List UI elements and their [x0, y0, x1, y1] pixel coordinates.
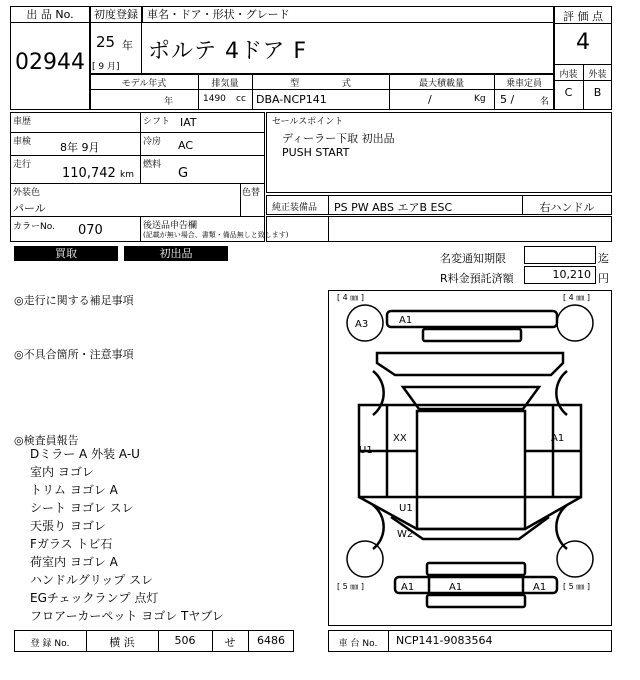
report-item: Dミラー A 外装 A-U [30, 447, 140, 461]
inspector-report-list [30, 445, 224, 625]
interior-grade: C [564, 86, 573, 99]
lot-number-label: 出 品 No. [10, 6, 90, 23]
mark-rear-bumper-left: A1 [401, 582, 415, 593]
registration-area: 横 浜 [109, 636, 135, 649]
steering-value: 右ハンドル [539, 201, 595, 214]
report-item: EGチェックランプ 点灯 [30, 591, 159, 605]
recycle-label: R料金預託済額 [440, 272, 514, 285]
tire-front-left: [ 4 ㎜ ] [337, 293, 364, 302]
report-item: 室内 ヨゴレ [30, 465, 94, 479]
car-diagram [328, 290, 612, 626]
mark-rear-quarter: W2 [397, 529, 414, 540]
equipment-label: 純正装備品 [272, 203, 318, 213]
driving-notes-label: ◎走行に関する補足事項 [14, 294, 134, 307]
shift-label: シフト [143, 117, 171, 127]
car-name-label: 車名・ドア・形状・グレード [142, 6, 554, 23]
model-year-label: モデル年式 [121, 79, 167, 89]
model-year-unit: 年 [164, 97, 174, 107]
first-reg-year: 25 [96, 33, 116, 51]
equipment-value: PS PW ABS エアB ESC [334, 201, 453, 214]
doc-note: (記載が無い場合、書類・備品無しと致します) [143, 231, 289, 239]
sales-line-2: PUSH START [282, 146, 350, 159]
mark-a3: A3 [355, 319, 369, 330]
capacity: 5 / [500, 93, 515, 106]
chassis-label: 車 台 No. [338, 639, 378, 649]
load-slash: / [428, 93, 432, 106]
report-item: ハンドルグリップ スレ [30, 573, 154, 587]
chassis-number: NCP141-9083564 [396, 634, 493, 647]
shift-value: IAT [180, 116, 197, 129]
first-reg-month: [ 9 月] [92, 62, 120, 72]
color-no-value: 070 [78, 223, 103, 238]
exterior-grade: B [593, 86, 602, 99]
report-item: トリム ヨゴレ A [30, 483, 118, 497]
tire-rear-right: [ 5 ㎜ ] [563, 582, 590, 591]
report-item: フロアーカーペット ヨゴレ Tヤブレ [30, 609, 224, 623]
name-change-unit: 迄 [598, 252, 609, 265]
doc-extra-box [266, 216, 612, 242]
sales-line-1: ディーラー下取 初出品 [282, 132, 395, 145]
registration-class: 506 [174, 634, 196, 647]
ac-label: 冷房 [143, 137, 162, 147]
car-diagram-svg [329, 291, 611, 625]
score-label: 評 価 点 [563, 10, 603, 23]
interior-label: 内装 [559, 70, 578, 80]
displacement-unit: cc [236, 94, 246, 104]
recycle-unit: 円 [598, 272, 609, 285]
history-label: 車歴 [13, 117, 32, 127]
fuel-value: G [178, 166, 189, 181]
report-item: シート ヨゴレ スレ [30, 501, 134, 515]
load-unit: Kg [474, 94, 486, 104]
mark-roof: XX [393, 433, 407, 444]
color-no-label: カラーNo. [13, 222, 55, 232]
exterior-label: 外装 [588, 70, 607, 80]
registration-kana: せ [224, 636, 236, 649]
ac-value: AC [178, 139, 194, 152]
sales-label: セールスポイント [272, 117, 344, 127]
load-label: 最大積載量 [418, 79, 464, 89]
inspection-label: 車検 [13, 137, 32, 147]
name-change-value [524, 246, 596, 264]
mark-right-side: A1 [551, 433, 565, 444]
score-value: 4 [576, 30, 590, 55]
registration-label: 登 録 No. [30, 639, 70, 649]
mark-front-bumper: A1 [399, 315, 413, 326]
model-code: DBA-NCP141 [256, 93, 327, 106]
lot-number: 02944 [15, 50, 85, 75]
model-label: 型 式 [290, 79, 351, 89]
color-change-label: 色替 [242, 188, 261, 198]
registration-number: 6486 [257, 634, 285, 647]
inspection-value: 8年 9月 [60, 141, 100, 154]
recycle-value: 10,210 [524, 266, 596, 284]
fuel-label: 燃料 [143, 160, 162, 170]
capacity-unit: 名 [540, 97, 550, 107]
mileage-label: 走行 [13, 160, 32, 170]
displacement: 1490 [203, 94, 226, 104]
year-unit: 年 [122, 39, 133, 52]
report-item: 荷室内 ヨゴレ A [30, 555, 118, 569]
mark-left-side: U1 [359, 445, 373, 456]
ext-color-label: 外装色 [13, 188, 41, 198]
report-item: Fガラス トビ石 [30, 537, 113, 551]
first-reg-cell [90, 23, 142, 74]
first-listing-badge: 初出品 [124, 246, 228, 261]
mark-rear-door: U1 [399, 503, 413, 514]
capacity-label: 乗車定員 [505, 79, 542, 89]
first-reg-label: 初度登録 [90, 6, 142, 23]
mark-rear-bumper-right: A1 [533, 582, 547, 593]
tire-rear-left: [ 5 ㎜ ] [337, 582, 364, 591]
mark-rear-bumper-center: A1 [449, 582, 463, 593]
doc-label: 後送品申告欄 [143, 221, 198, 231]
car-name: ポルテ 4ドア F [148, 39, 307, 64]
tire-front-right: [ 4 ㎜ ] [563, 293, 590, 302]
defect-notes-label: ◎不具合箇所・注意事項 [14, 348, 134, 361]
inspector-report-label: ◎検査員報告 [14, 434, 79, 447]
mileage-unit: km [120, 170, 134, 180]
ext-color-value: パール [13, 202, 46, 215]
mileage-value: 110,742 [62, 166, 116, 181]
report-item: 天張り ヨゴレ [30, 519, 106, 533]
buy-badge: 買取 [14, 246, 118, 261]
name-change-label: 名変通知期限 [440, 252, 506, 265]
displacement-label: 排気量 [211, 79, 239, 89]
